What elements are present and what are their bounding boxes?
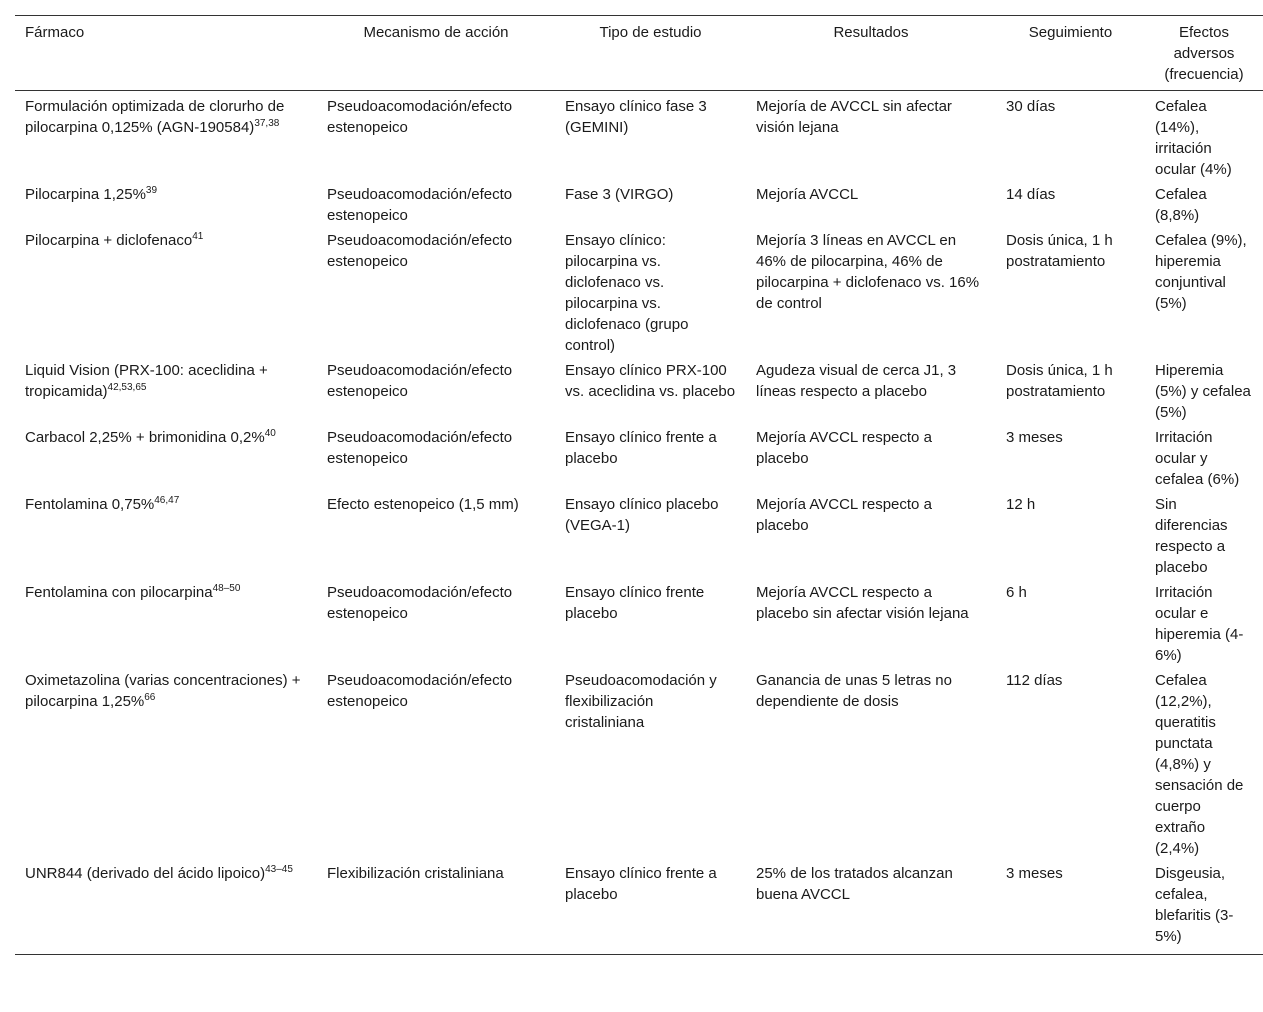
drug-refs: 40 bbox=[264, 428, 276, 439]
cell-results: Ganancia de unas 5 letras no dependiente de dosis bbox=[756, 672, 952, 710]
drug-name: Fentolamina con pilocarpina bbox=[25, 584, 213, 601]
cell-mechanism: Pseudoacomodación/efecto estenopeico bbox=[327, 186, 513, 224]
cell-results: Mejoría AVCCL respecto a placebo bbox=[756, 496, 932, 534]
cell-followup: 3 meses bbox=[996, 861, 1145, 955]
cell-study: Ensayo clínico frente placebo bbox=[565, 584, 705, 622]
cell-drug bbox=[15, 182, 317, 228]
cell-drug bbox=[15, 358, 317, 425]
table-row bbox=[15, 668, 1263, 861]
cell-results: Mejoría AVCCL respecto a placebo sin afectar visión lejana bbox=[756, 584, 969, 622]
cell-adverse: Cefalea (12,2%), queratitis punctata (4,8%) y sensación de cuerpo extraño (2,4%) bbox=[1155, 672, 1244, 857]
cell-results: Agudeza visual de cerca J1, 3 líneas respecto a placebo bbox=[756, 362, 957, 400]
cell-mechanism: Pseudoacomodación/efecto estenopeico bbox=[327, 232, 513, 270]
cell-results: Mejoría de AVCCL sin afectar visión lejana bbox=[756, 98, 952, 136]
cell-followup: Dosis única, 1 h postratamiento bbox=[1006, 362, 1113, 400]
table-row bbox=[15, 861, 1263, 955]
cell-followup: 3 meses bbox=[1006, 429, 1063, 446]
drug-name: UNR844 (derivado del ácido lipoico) bbox=[25, 865, 266, 882]
cell-drug bbox=[15, 91, 317, 183]
cell-study: Ensayo clínico frente a placebo bbox=[565, 429, 717, 467]
table-row bbox=[15, 492, 1263, 580]
cell-mechanism: Pseudoacomodación/efecto estenopeico bbox=[327, 584, 513, 622]
cell-adverse: Cefalea (14%), irritación ocular (4%) bbox=[1155, 98, 1232, 178]
drug-name: Carbacol 2,25% + brimonidina 0,2% bbox=[25, 429, 265, 446]
cell-adverse: Irritación ocular e hiperemia (4-6%) bbox=[1155, 584, 1244, 664]
col-header-study: Tipo de estudio bbox=[555, 16, 746, 91]
drug-refs: 43–45 bbox=[265, 864, 293, 875]
header-row bbox=[15, 16, 1263, 91]
col-header-adverse: Efectos adversos (frecuencia) bbox=[1145, 16, 1263, 91]
cell-study: Ensayo clínico PRX-100 vs. aceclidina vs. placebo bbox=[565, 362, 736, 400]
cell-study: Pseudoacomodación y flexibilización cristaliniana bbox=[565, 672, 717, 731]
cell-mechanism: Pseudoacomodación/efecto estenopeico bbox=[327, 98, 513, 136]
cell-followup: 12 h bbox=[1006, 496, 1036, 513]
cell-drug bbox=[15, 492, 317, 580]
cell-mechanism: Flexibilización cristaliniana bbox=[317, 861, 555, 955]
table-row bbox=[15, 358, 1263, 425]
drug-name: Pilocarpina + diclofenaco bbox=[25, 232, 193, 249]
cell-adverse: Sin diferencias respecto a placebo bbox=[1155, 496, 1228, 576]
cell-followup: 6 h bbox=[1006, 584, 1027, 601]
drug-refs: 42,53,65 bbox=[107, 382, 147, 393]
cell-followup: 30 días bbox=[1006, 98, 1056, 115]
cell-adverse: Disgeusia, cefalea, blefaritis (3-5%) bbox=[1145, 861, 1263, 955]
col-header-results: Resultados bbox=[746, 16, 996, 91]
cell-mechanism: Efecto estenopeico (1,5 mm) bbox=[327, 496, 519, 513]
drug-name: Liquid Vision (PRX-100: aceclidina + tropicamida) bbox=[25, 362, 268, 400]
cell-followup: 112 días bbox=[1006, 672, 1063, 689]
col-header-drug: Fármaco bbox=[15, 16, 317, 91]
cell-adverse: Cefalea (8,8%) bbox=[1155, 186, 1207, 224]
table-row bbox=[15, 91, 1263, 183]
cell-followup: Dosis única, 1 h postratamiento bbox=[1006, 232, 1113, 270]
cell-adverse: Cefalea (9%), hiperemia conjuntival (5%) bbox=[1155, 232, 1247, 312]
cell-mechanism: Pseudoacomodación/efecto estenopeico bbox=[327, 672, 513, 710]
cell-study: Fase 3 (VIRGO) bbox=[565, 186, 674, 203]
cell-drug bbox=[15, 668, 317, 861]
cell-results: Mejoría AVCCL bbox=[756, 186, 859, 203]
drug-refs: 39 bbox=[145, 185, 158, 196]
cell-study: Ensayo clínico: pilocarpina vs. diclofenaco vs. pilocarpina vs. diclofenaco (grupo control) bbox=[565, 232, 689, 354]
cell-followup: 14 días bbox=[1006, 186, 1056, 203]
col-header-followup: Seguimiento bbox=[996, 16, 1145, 91]
drug-refs: 48–50 bbox=[212, 583, 241, 594]
cell-mechanism: Pseudoacomodación/efecto estenopeico bbox=[327, 429, 513, 467]
drug-name: Formulación optimizada de clorurho de pilocarpina 0,125% (AGN-190584) bbox=[25, 98, 285, 136]
cell-results: 25% de los tratados alcanzan buena AVCCL bbox=[746, 861, 996, 955]
table-row bbox=[15, 182, 1263, 228]
table-row bbox=[15, 580, 1263, 668]
cell-drug bbox=[15, 228, 317, 358]
cell-mechanism: Pseudoacomodación/efecto estenopeico bbox=[327, 362, 513, 400]
drug-name: Pilocarpina 1,25% bbox=[25, 186, 146, 203]
drug-name: Fentolamina 0,75% bbox=[25, 496, 155, 513]
cell-adverse: Hiperemia (5%) y cefalea (5%) bbox=[1155, 362, 1251, 421]
table-row bbox=[15, 228, 1263, 358]
table-row bbox=[15, 425, 1263, 492]
cell-study: Ensayo clínico frente a placebo bbox=[555, 861, 746, 955]
drug-refs: 66 bbox=[144, 692, 156, 703]
cell-drug bbox=[15, 861, 317, 955]
col-header-mechanism: Mecanismo de acción bbox=[317, 16, 555, 91]
drug-refs: 46,47 bbox=[154, 495, 180, 506]
cell-drug bbox=[15, 425, 317, 492]
cell-results: Mejoría 3 líneas en AVCCL en 46% de pilocarpina, 46% de pilocarpina + diclofenaco vs. 16% de control bbox=[756, 232, 980, 312]
drug-refs: 37,38 bbox=[254, 118, 280, 129]
cell-study: Ensayo clínico placebo (VEGA-1) bbox=[565, 496, 719, 534]
cell-results: Mejoría AVCCL respecto a placebo bbox=[756, 429, 932, 467]
drug-table bbox=[15, 15, 1263, 955]
drug-name: Oximetazolina (varias concentraciones) + pilocarpina 1,25% bbox=[25, 672, 301, 710]
cell-adverse: Irritación ocular y cefalea (6%) bbox=[1155, 429, 1240, 488]
cell-study: Ensayo clínico fase 3 (GEMINI) bbox=[565, 98, 707, 136]
drug-refs: 41 bbox=[192, 231, 204, 242]
cell-drug bbox=[15, 580, 317, 668]
